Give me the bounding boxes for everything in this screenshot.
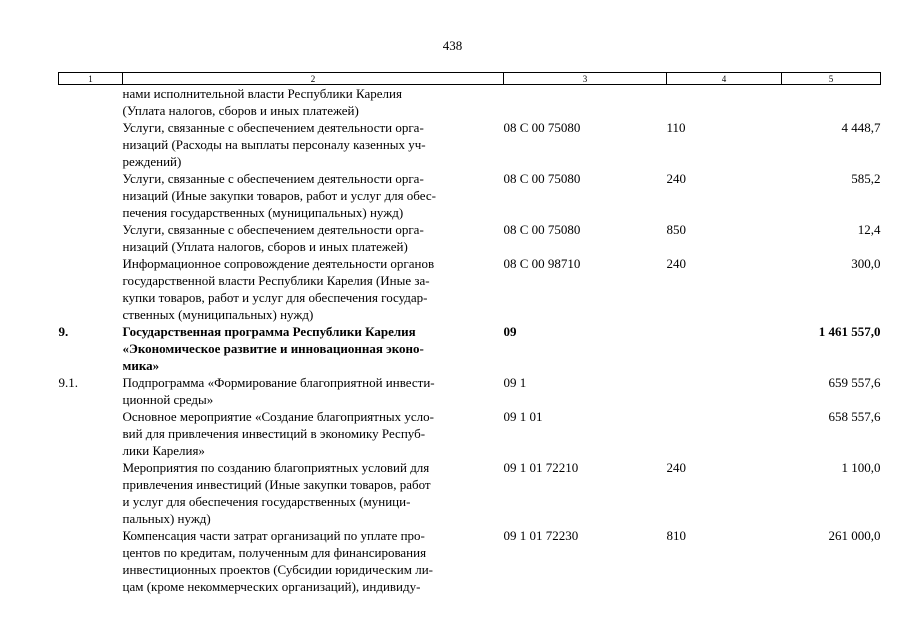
row-number	[59, 408, 123, 459]
target-article-code: 09	[503, 324, 517, 339]
row-number: 9.	[58, 324, 69, 339]
row-description: Услуги, связанные с обеспечением деятельности орга- низаций (Уплата налогов, сборов и иных платежей)	[122, 222, 424, 254]
expense-type-code	[667, 323, 782, 374]
expense-type-code: 240	[666, 256, 686, 271]
row-amount: 4 448,7	[841, 120, 881, 135]
expense-type-code	[667, 374, 782, 408]
expense-type-code	[667, 85, 782, 120]
row-description: Компенсация части затрат организаций по уплате про- центов по кредитам, полученным для финансирования инвестиционных проектов (Субсидии юридическим ли- цам (кроме некоммерческих организаций), индивиду-	[122, 528, 434, 594]
row-number: 9.1.	[58, 375, 78, 390]
column-number-4: 4	[667, 73, 782, 85]
target-article-code	[504, 85, 667, 120]
expense-type-code: 240	[666, 460, 686, 475]
table-body	[59, 85, 881, 596]
expense-type-code: 810	[666, 528, 686, 543]
row-amount	[782, 85, 881, 120]
row-description: Подпрограмма «Формирование благоприятной инвести- ционной среды»	[122, 375, 435, 407]
row-description: Государственная программа Республики Карелия «Экономическое развитие и инновационная эконо- мика»	[122, 324, 424, 373]
table-row	[59, 119, 881, 170]
row-description: Мероприятия по созданию благоприятных условий для привлечения инвестиций (Иные закупки товаров, работ и услуг для обеспечения государственных (муници- пальных) нужд)	[122, 460, 431, 526]
target-article-code: 08 С 00 98710	[503, 256, 581, 271]
expense-type-code: 850	[666, 222, 686, 237]
row-amount: 1 461 557,0	[818, 324, 881, 339]
target-article-code: 09 1	[503, 375, 527, 390]
table-row	[59, 374, 881, 408]
table-row	[59, 255, 881, 323]
row-number	[59, 527, 123, 595]
row-description: нами исполнительной власти Республики Карелия (Уплата налогов, сборов и иных платежей)	[122, 86, 402, 118]
table-row	[59, 221, 881, 255]
expense-type-code	[667, 408, 782, 459]
row-amount: 585,2	[851, 171, 881, 186]
row-number	[59, 255, 123, 323]
expense-type-code: 240	[666, 171, 686, 186]
row-number	[59, 221, 123, 255]
table-row	[59, 527, 881, 595]
table-row	[59, 85, 881, 120]
row-amount: 1 100,0	[841, 460, 881, 475]
target-article-code: 08 С 00 75080	[503, 222, 581, 237]
page-number: 438	[442, 38, 463, 53]
column-number-header	[59, 73, 881, 85]
target-article-code: 09 1 01	[503, 409, 543, 424]
table-row	[59, 459, 881, 527]
row-amount: 300,0	[851, 256, 881, 271]
target-article-code: 09 1 01 72210	[503, 460, 579, 475]
column-number-2: 2	[123, 73, 504, 85]
column-number-3: 3	[504, 73, 667, 85]
row-number	[59, 119, 123, 170]
expense-type-code: 110	[666, 120, 686, 135]
row-number	[59, 170, 123, 221]
row-description: Основное мероприятие «Создание благоприятных усло- вий для привлечения инвестиций в экономику Респуб- лики Карелия»	[122, 409, 434, 458]
row-description: Услуги, связанные с обеспечением деятельности орга- низаций (Иные закупки товаров, работ и услуг для обес- печения государственных (муниципальных) нужд)	[122, 171, 436, 220]
table-row	[59, 408, 881, 459]
row-amount: 658 557,6	[828, 409, 881, 424]
row-description: Информационное сопровождение деятельности органов государственной власти Республики Карелия (Иные за- купки товаров, работ и услуг для обеспечения государ- ственных (муниципальных) нужд)	[122, 256, 435, 322]
row-amount: 659 557,6	[828, 375, 881, 390]
row-number	[59, 85, 123, 120]
column-number-5: 5	[782, 73, 881, 85]
budget-table	[58, 72, 881, 595]
target-article-code: 08 С 00 75080	[503, 171, 581, 186]
row-description: Услуги, связанные с обеспечением деятельности орга- низаций (Расходы на выплаты персоналу казенных уч- реждений)	[122, 120, 426, 169]
target-article-code: 08 С 00 75080	[503, 120, 581, 135]
row-amount: 261 000,0	[828, 528, 881, 543]
target-article-code: 09 1 01 72230	[503, 528, 579, 543]
table-row	[59, 170, 881, 221]
column-number-1: 1	[59, 73, 123, 85]
row-number	[59, 459, 123, 527]
row-amount: 12,4	[857, 222, 881, 237]
table-row	[59, 323, 881, 374]
